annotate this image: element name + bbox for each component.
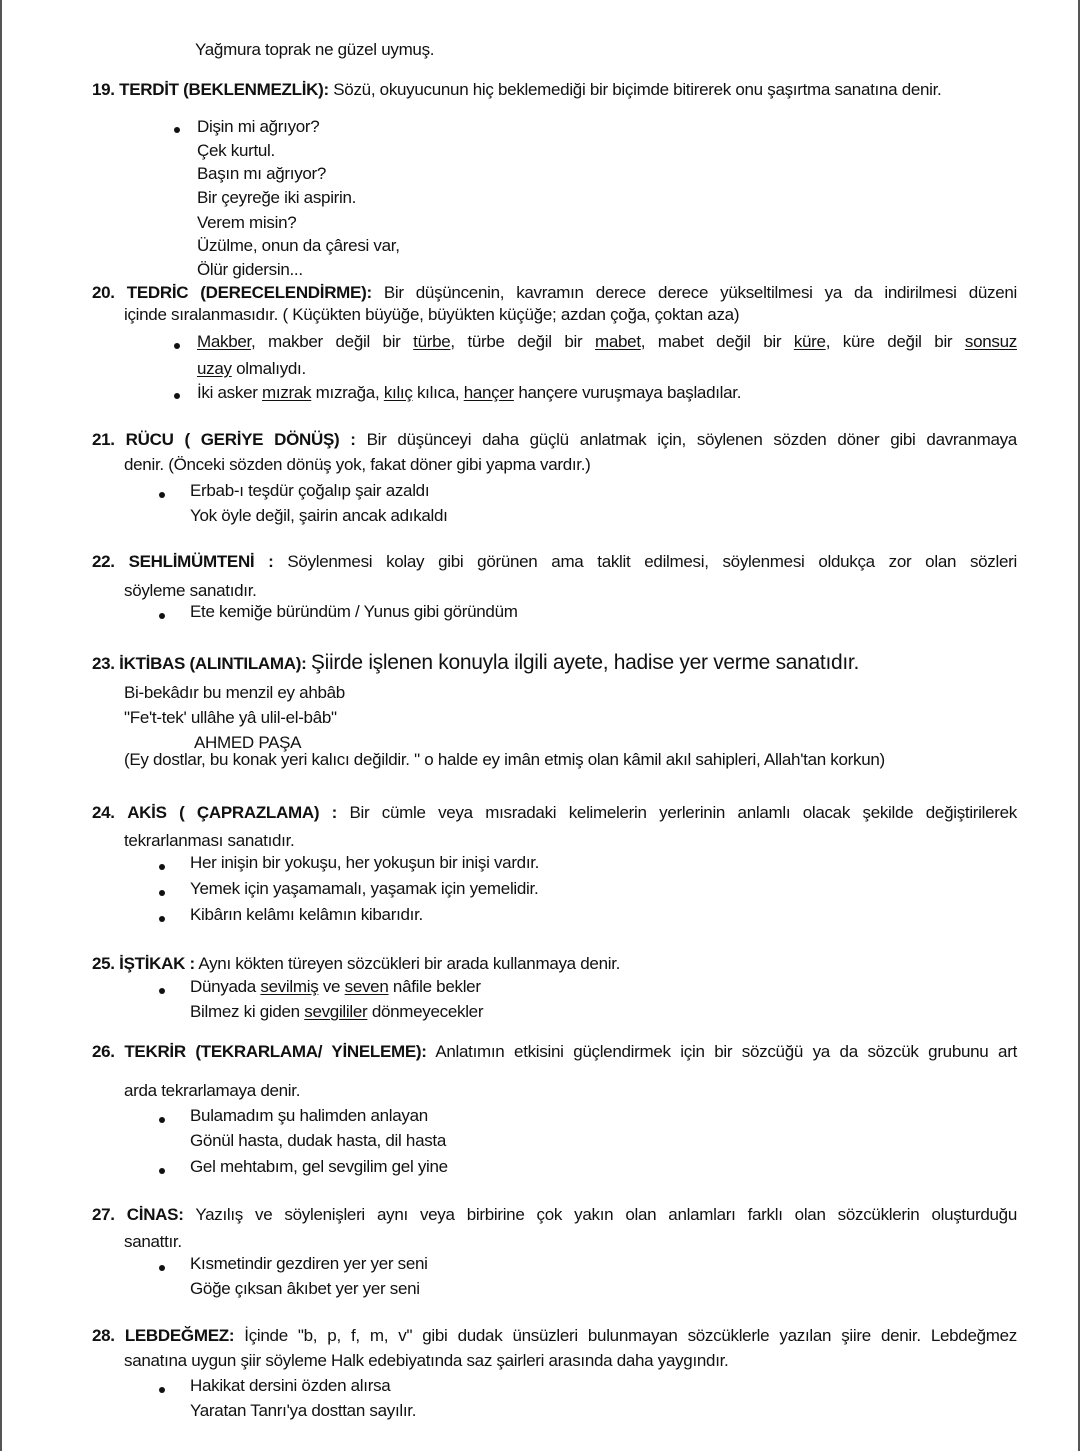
verse-line: Ölür gidersin...: [197, 260, 303, 279]
section-22-heading: [92, 552, 1017, 572]
section-19-heading: [92, 80, 1017, 100]
verse-line: Yağmura toprak ne güzel uymuş.: [195, 40, 435, 59]
section-definition: İçinde "b, p, f, m, v" gibi dudak ünsüzleri bulunmayan sözcüklerle yazılan şiire denir. Lebdeğmez: [244, 1326, 1017, 1345]
underlined-word: kılıç: [383, 383, 413, 402]
verse-line: Bi-bekâdır bu menzil ey ahbâb: [124, 683, 345, 702]
example-line: Her inişin bir yokuşu, her yokuşun bir inişi vardır.: [190, 853, 540, 872]
section-term: TEDRİC (DERECELENDİRME):: [126, 283, 372, 302]
section-number: 27.: [92, 1205, 115, 1224]
verse-line: Erbab-ı teşdür çoğalıp şair azaldı: [190, 481, 430, 500]
section-definition-cont: denir. (Önceki sözden dönüş yok, fakat döner gibi yapma vardır.): [124, 455, 591, 474]
verse-line: Çek kurtul.: [197, 141, 275, 160]
section-definition: Sözü, okuyucunun hiç beklemediği bir biçimde bitirerek onu şaşırtma sanatına denir.: [333, 80, 942, 99]
section-number: 28.: [92, 1326, 115, 1345]
section-definition: Bir düşüncenin, kavramın derece derece yükseltilmesi ya da indirilmesi düzeni: [383, 283, 1017, 302]
bullet: [174, 127, 180, 133]
section-27-heading: [92, 1205, 1017, 1225]
section-term: TERDİT (BEKLENMEZLİK):: [119, 80, 329, 99]
bullet: [159, 492, 165, 498]
text-run: nâfile bekler: [388, 977, 481, 996]
verse-line: Ete kemiğe büründüm / Yunus gibi göründüm: [190, 602, 518, 621]
section-number: 20.: [92, 283, 115, 302]
section-number: 25.: [92, 954, 115, 973]
verse-line: Kısmetindir gezdiren yer yer seni: [190, 1254, 428, 1273]
section-term: AKİS ( ÇAPRAZLAMA) :: [127, 803, 337, 822]
bullet: [159, 864, 165, 870]
text-run: , türbe değil bir: [450, 332, 595, 351]
section-number: 24.: [92, 803, 115, 822]
section-number: 21.: [92, 430, 115, 449]
example-line: [197, 383, 741, 403]
section-21-heading: [92, 430, 1017, 450]
bullet: [174, 393, 180, 399]
section-term: İKTİBAS (ALINTILAMA):: [119, 654, 307, 673]
section-term: LEBDEĞMEZ:: [124, 1326, 235, 1345]
underlined-word: sonsuz: [964, 332, 1017, 351]
section-term: SEHLİMÜMTENİ :: [128, 552, 274, 571]
text-run: dönmeyecekler: [367, 1002, 484, 1021]
underlined-word: mabet: [595, 332, 641, 351]
text-run: hançere vuruşmaya başladılar.: [513, 383, 742, 402]
example-line: Kibârın kelâmı kelâmın kibarıdır.: [190, 905, 423, 924]
section-definition: Bir düşünceyi daha güçlü anlatmak için, söylenen sözden döner gibi davranmaya: [366, 430, 1017, 449]
example-line-cont: [197, 359, 306, 379]
section-definition: Bir cümle veya mısradaki kelimelerin yerlerinin anlamlı olacak şekilde değiştirilerek: [349, 803, 1017, 822]
verse-line: Bir çeyreğe iki aspirin.: [197, 188, 357, 207]
text-run: İki asker: [197, 383, 263, 402]
verse-line: Yok öyle değil, şairin ancak adıkaldı: [190, 506, 448, 525]
section-number: 23.: [92, 654, 115, 673]
section-definition-cont: arda tekrarlamaya denir.: [124, 1081, 301, 1100]
section-26-heading: [92, 1042, 1017, 1062]
verse-line: Gönül hasta, dudak hasta, dil hasta: [190, 1131, 447, 1150]
section-definition: Söylenmesi kolay gibi görünen ama taklit edilmesi, söylenmesi oldukça zor olan sözleri: [287, 552, 1017, 571]
verse-line: Yaratan Tanrı'ya dosttan sayılır.: [190, 1401, 417, 1420]
bullet: [159, 890, 165, 896]
underlined-word: seven: [344, 977, 389, 996]
verse-line: Başın mı ağrıyor?: [197, 164, 327, 183]
section-number: 19.: [92, 80, 115, 99]
text-run: kılıca,: [412, 383, 464, 402]
text-run: , küre değil bir: [825, 332, 965, 351]
section-20-heading: [92, 283, 1017, 303]
text-run: Bilmez ki giden: [190, 1002, 305, 1021]
underlined-word: uzay: [197, 359, 232, 378]
bullet: [159, 916, 165, 922]
section-term: CİNAS:: [126, 1205, 184, 1224]
verse-line: [190, 1002, 483, 1022]
text-run: ve: [318, 977, 345, 996]
bullet: [159, 1117, 165, 1123]
section-24-heading: [92, 803, 1017, 823]
example-line: [197, 332, 1017, 352]
poet-name: AHMED PAŞA: [194, 733, 302, 752]
verse-line: Bulamadım şu halimden anlayan: [190, 1106, 428, 1125]
verse-line: Göğe çıksan âkıbet yer yer seni: [190, 1279, 420, 1298]
section-definition-cont: söyleme sanatıdır.: [124, 581, 257, 600]
text-run: olmalıydı.: [231, 359, 306, 378]
verse-line: Üzülme, onun da çâresi var,: [197, 236, 400, 255]
verse-line: "Fe't-tek' ullâhe yâ ulil-el-bâb": [124, 708, 337, 727]
section-25-heading: [92, 954, 620, 974]
bullet: [159, 1387, 165, 1393]
section-definition: Şiirde işlenen konuyla ilgili ayete, hadise yer verme sanatıdır.: [310, 651, 859, 674]
verse-line: Gel mehtabım, gel sevgilim gel yine: [190, 1157, 448, 1176]
underlined-word: sevilmiş: [260, 977, 319, 996]
section-number: 22.: [92, 552, 115, 571]
underlined-word: sevgililer: [304, 1002, 368, 1021]
verse-line: Verem misin?: [197, 213, 297, 232]
text-run: , makber değil bir: [250, 332, 414, 351]
section-definition: Yazılış ve söylenişleri aynı veya birbirine çok yakın olan anlamları farklı olan sözcüklerin oluşturduğu: [195, 1205, 1017, 1224]
verse-line: Dişin mi ağrıyor?: [197, 117, 320, 136]
underlined-word: küre: [793, 332, 826, 351]
section-definition-cont: sanatına uygun şiir söyleme Halk edebiyatında saz şairleri arasında daha yaygındır.: [124, 1351, 729, 1370]
section-23-heading: [92, 651, 859, 675]
section-28-heading: [92, 1326, 1017, 1346]
translation-line: (Ey dostlar, bu konak yeri kalıcı değildir. " o halde ey imân etmiş olan kâmil akıl sahipleri, Allah'tan korkun): [124, 750, 885, 769]
text-run: mızrağa,: [311, 383, 384, 402]
section-number: 26.: [92, 1042, 115, 1061]
verse-line: Hakikat dersini özden alırsa: [190, 1376, 391, 1395]
bullet: [159, 1168, 165, 1174]
bullet: [159, 1265, 165, 1271]
section-definition: Anlatımın etkisini güçlendirmek için bir sözcüğü ya da sözcük grubunu art: [435, 1042, 1017, 1061]
text-run: , mabet değil bir: [640, 332, 794, 351]
example-line: Yemek için yaşamamalı, yaşamak için yemelidir.: [190, 879, 539, 898]
section-term: İŞTİKAK :: [119, 954, 195, 973]
section-term: TEKRİR (TEKRARLAMA/ YİNELEME):: [124, 1042, 427, 1061]
section-definition-cont: tekrarlanması sanatıdır.: [124, 831, 295, 850]
underlined-word: mızrak: [262, 383, 312, 402]
underlined-word: hançer: [463, 383, 514, 402]
section-definition: Aynı kökten türeyen sözcükleri bir arada kullanmaya denir.: [198, 954, 621, 973]
verse-line: [190, 977, 481, 997]
bullet: [174, 343, 180, 349]
bullet: [159, 613, 165, 619]
underlined-word: türbe: [413, 332, 451, 351]
underlined-word: Makber: [197, 332, 251, 351]
bullet: [159, 988, 165, 994]
text-run: Dünyada: [190, 977, 261, 996]
section-definition-cont: içinde sıralanmasıdır. ( Küçükten büyüğe, büyükten küçüğe; azdan çoğa, çoktan aza): [124, 305, 740, 324]
section-definition-cont: sanattır.: [124, 1232, 182, 1251]
section-term: RÜCU ( GERİYE DÖNÜŞ) :: [125, 430, 356, 449]
